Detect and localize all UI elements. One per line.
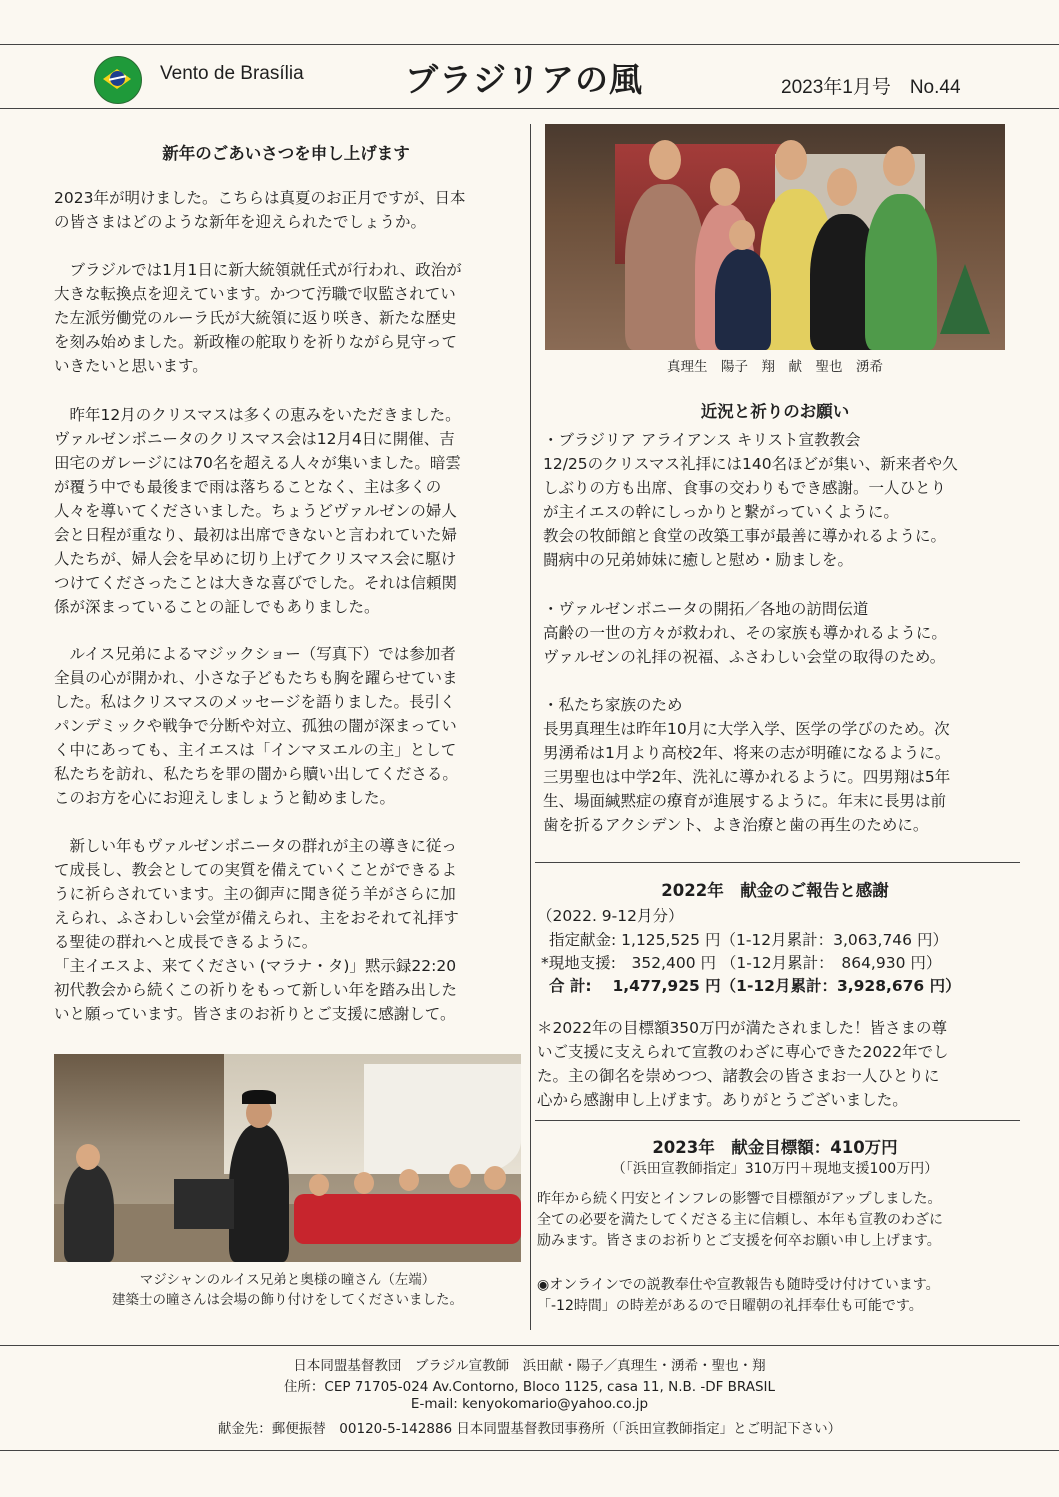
report-note: ＊2022年の目標額350万円が満たされました！皆さまの尊 いご支援に支えられて宣教のわざに専心できた2022年でし た。主の御名を崇めつつ、諸教会の皆さまお一人ひとりに 心から感謝申し上げます。ありがとうございました。: [537, 1019, 949, 1109]
goal-text: 昨年から続く円安とインフレの影響で目標額がアップしました。 全ての必要を満たしてくださる主に信頼し、本年も宣教のわざに 励みます。皆さまのお祈りとご支援を何卒お願い申し上げます。: [537, 1191, 943, 1249]
greeting-paragraph-2: ブラジルでは1月1日に新大統領就任式が行われ、政治が 大きな転換点を迎えています。かつて汚職で収監されてい た左派労働党のルーラ氏が大統領に返り咲き、新たな歴史 を刻み始めました。新政権の舵取りを祈りながら見守って いきたいと思います。: [54, 261, 462, 375]
news-family: ・私たち家族のため 長男真理生は昨年10月に大学入学、医学の学びのため。次 男湧希は1月より高校2年、将来の志が明確になるように。 三男聖也は中学2年、洗礼に導かれるように。四男翔は5年 生、場面緘黙症の療育が進展するように。年末に長男は前 歯を折るアクシデント、よき治療と歯の再生のために。: [543, 696, 951, 834]
report-heading: 2022年 献金のご報告と感謝: [661, 881, 889, 900]
footer-missionaries: 日本同盟基督教団 ブラジル宣教師 浜田献・陽子／真理生・湧希・聖也・翔: [293, 1358, 766, 1374]
header-top-rule: [0, 44, 1059, 45]
greeting-paragraph-5: 新しい年もヴァルゼンボニータの群れが主の導きに従っ て成長し、教会としての実質を備えていくことができるよ うに祈らされています。主の御声に聞き従う羊がさらに加 えられ、ふさわしい会堂が備えられ、主をおそれて礼拝す る聖徒の群れへと成長できるように。 「主イエスよ、来てください (マラナ・タ)」黙示録22:20 初代教会から続くこの祈りをもって新しい年を踏み出した いと願っています。皆さまのお祈りとご支援に感謝して。: [54, 837, 459, 1023]
column-divider: [530, 124, 531, 1330]
family-photo-caption: 真理生 陽子 翔 献 聖也 湧希: [667, 359, 883, 375]
family-photo: [545, 124, 1005, 350]
magic-show-photo: [54, 1054, 521, 1262]
footer-top-rule: [0, 1345, 1059, 1346]
header-bottom-rule: [0, 108, 1059, 109]
online-service-text: ◉オンラインでの説教奉仕や宣教報告も随時受け付けています。 「-12時間」の時差があるので日曜朝の礼拝奉仕も可能です。: [537, 1277, 940, 1314]
goal-heading: 2023年 献金目標額：410万円: [652, 1138, 898, 1157]
report-period: （2022. 9-12月分）: [537, 907, 684, 925]
newsletter-title: ブラジリアの風: [405, 60, 643, 99]
greeting-paragraph-3: 昨年12月のクリスマスは多くの恵みをいただきました。 ヴァルゼンボニータのクリスマス会は12月4日に開催、吉 田宅のガレージには70名を超える人々が集いました。暗雲 が覆う中でも最後まで雨は落ちることなく、主は多くの 人々を導いてくださいました。ちょうどヴァルゼンの婦人 会と日程が重なり、最初は出席できないと言われていた婦 人たちが、婦人会を早めに切り上げてクリスマス会に駆け つけてくださったことは大きな喜びでした。それは信頼関 係が深まっていることの証しでもありました。: [54, 406, 461, 616]
news-valzen: ・ヴァルゼンボニータの開拓／各地の訪問伝道 高齢の一世の方々が救われ、その家族も導かれるように。 ヴァルゼンの礼拝の祝福、ふさわしい会堂の取得のため。: [543, 600, 947, 666]
footer-bottom-rule: [0, 1450, 1059, 1451]
footer-email: E-mail: kenyokomario@yahoo.co.jp: [410, 1396, 649, 1412]
greeting-heading: 新年のごあいさつを申し上げます: [162, 144, 410, 163]
issue-number: 2023年1月号 No.44: [781, 77, 961, 98]
footer-donation: 献金先：郵便振替 00120-5-142886 日本同盟基督教団事務所（「浜田宣教師指定」とご明記下さい）: [217, 1421, 842, 1437]
report-local-support: *現地支援: 352,400 円 （1-12月累計： 864,930 円）: [541, 954, 942, 972]
report-top-rule: [535, 862, 1020, 863]
report-designated: 指定献金: 1,125,525 円（1-12月累計：3,063,746 円）: [549, 931, 948, 949]
news-heading: 近況と祈りのお願い: [700, 402, 850, 421]
news-church: ・ブラジリア アライアンス キリスト宣教教会 12/25のクリスマス礼拝には140名ほどが集い、新来者や久 しぶりの方も出席、食事の交わりもでき感謝。一人ひとり が主イエスの幹にしっかりと繋がっていくように。 教会の牧師館と食堂の改築工事が最善に導かれるように。 闘病中の兄弟姉妹に癒しと慰め・励ましを。: [543, 431, 958, 569]
report-total: 合 計: 1,477,925 円（1-12月累計：3,928,676 円）: [549, 977, 961, 995]
goal-breakdown: （「浜田宣教師指定」310万円＋現地支援100万円）: [611, 1161, 939, 1177]
goal-top-rule: [535, 1120, 1020, 1121]
brand-name: Vento de Brasília: [160, 63, 304, 84]
brazil-flag-icon: [94, 56, 142, 104]
magic-photo-caption: マジシャンのルイス兄弟と奥様の曈さん（左端） 建築士の曈さんは会場の飾り付けをしてくださいました。: [112, 1272, 463, 1308]
greeting-paragraph-1: 2023年が明けました。こちらは真夏のお正月ですが、日本 の皆さまはどのような新年を迎えられたでしょうか。: [54, 189, 466, 231]
footer-address: 住所：CEP 71705-024 Av.Contorno, Bloco 1125, casa 11, N.B. -DF BRASIL: [283, 1379, 776, 1395]
greeting-paragraph-4: ルイス兄弟によるマジックショー（写真下）では参加者 全員の心が開かれ、小さな子どもたちも胸を躍らせていま した。私はクリスマスのメッセージを語りました。長引く パンデミックや戦争で分断や対立、孤独の闇が深まってい く中にあっても、主イエスは「インマヌエルの主」として 私たちを訪れ、私たちを罪の闇から贖い出してくださる。 このお方を心にお迎えしましょうと勧めました。: [54, 645, 458, 807]
